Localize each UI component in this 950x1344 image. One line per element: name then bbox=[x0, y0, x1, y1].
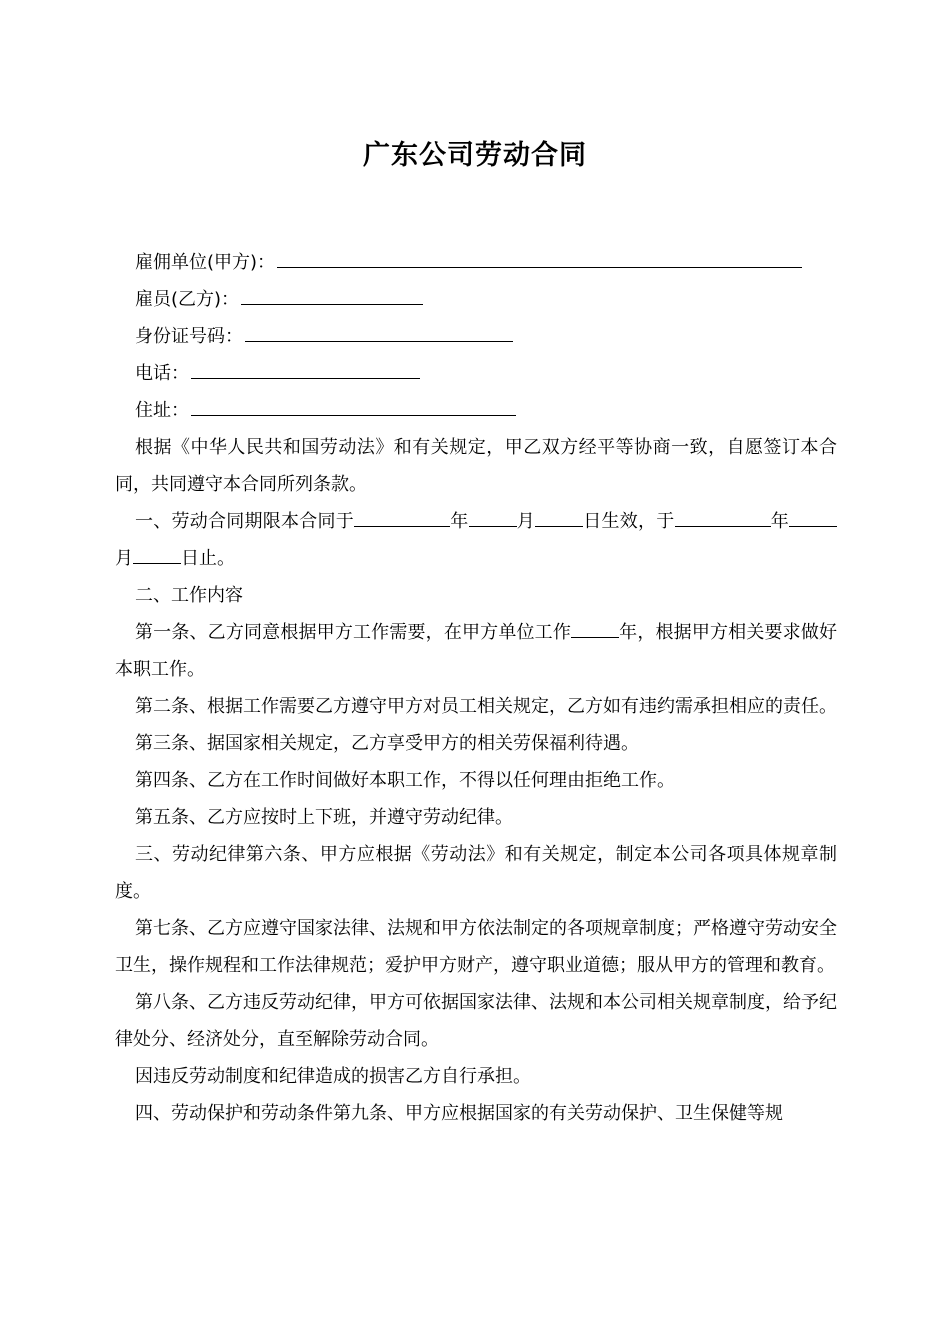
article-7: 第七条、乙方应遵守国家法律、法规和甲方依法制定的各项规章制度；严格遵守劳动安全卫生，操作规程和工作法律规范；爱护甲方财产，遵守职业道德；服从甲方的管理和教育。 bbox=[115, 918, 837, 976]
phone-field bbox=[115, 355, 837, 392]
address-label: 住址： bbox=[135, 400, 189, 421]
term-day1: 日生效，于 bbox=[583, 511, 675, 532]
document-title: 广东公司劳动合同 bbox=[363, 140, 587, 171]
term-year2: 年 bbox=[770, 511, 789, 532]
end-day-blank[interactable] bbox=[133, 545, 181, 564]
section-3-paragraph: 三、劳动纪律第六条、甲方应根据《劳动法》和有关规定，制定本公司各项具体规章制度。 bbox=[115, 844, 837, 902]
article-5: 第五条、乙方应按时上下班，并遵守劳动纪律。 bbox=[135, 807, 513, 828]
employer-label: 雇佣单位(甲方)： bbox=[135, 252, 276, 273]
term-month2: 月 bbox=[115, 548, 133, 569]
term-month1: 月 bbox=[516, 511, 535, 532]
term-paragraph bbox=[115, 503, 837, 577]
phone-label: 电话： bbox=[135, 363, 189, 384]
article-2: 第二条、根据工作需要乙方遵守甲方对员工相关规定，乙方如有违约需承担相应的责任。 bbox=[135, 696, 837, 717]
article-1 bbox=[115, 614, 837, 688]
section-4-paragraph: 四、劳动保护和劳动条件第九条、甲方应根据国家的有关劳动保护、卫生保健等规 bbox=[135, 1103, 783, 1124]
id-number-label: 身份证号码： bbox=[135, 326, 243, 347]
employee-blank[interactable] bbox=[241, 282, 423, 305]
article-8: 第八条、乙方违反劳动纪律，甲方可依据国家法律、法规和本公司相关规章制度，给予纪律处分、经济处分，直至解除劳动合同。 bbox=[115, 992, 837, 1050]
employee-label: 雇员(乙方)： bbox=[135, 289, 240, 310]
article-3: 第三条、据国家相关规定，乙方享受甲方的相关劳保福利待遇。 bbox=[135, 733, 639, 754]
start-month-blank[interactable] bbox=[469, 508, 517, 527]
end-month-blank[interactable] bbox=[789, 508, 837, 527]
end-year-blank[interactable] bbox=[675, 508, 771, 527]
phone-blank[interactable] bbox=[191, 356, 420, 379]
id-number-field bbox=[115, 318, 837, 355]
article-1-prefix: 第一条、乙方同意根据甲方工作需要，在甲方单位工作 bbox=[135, 622, 571, 643]
term-day2: 日止。 bbox=[181, 548, 235, 569]
term-prefix: 一、劳动合同期限本合同于 bbox=[135, 511, 354, 532]
work-years-blank[interactable] bbox=[571, 619, 619, 638]
article-4: 第四条、乙方在工作时间做好本职工作，不得以任何理由拒绝工作。 bbox=[135, 770, 675, 791]
article-1-suffix: 年，根据甲方相关要求做好本职工作。 bbox=[115, 622, 837, 680]
address-field bbox=[115, 392, 837, 429]
employer-field bbox=[115, 244, 837, 281]
document-body bbox=[115, 244, 837, 1132]
article-8-note: 因违反劳动制度和纪律造成的损害乙方自行承担。 bbox=[135, 1066, 531, 1087]
id-number-blank[interactable] bbox=[245, 319, 513, 342]
employee-field bbox=[115, 281, 837, 318]
employer-blank[interactable] bbox=[277, 245, 802, 268]
address-blank[interactable] bbox=[191, 393, 516, 416]
section-2-heading: 二、工作内容 bbox=[135, 585, 243, 606]
intro-paragraph: 根据《中华人民共和国劳动法》和有关规定，甲乙双方经平等协商一致，自愿签订本合同，共同遵守本合同所列条款。 bbox=[115, 437, 837, 495]
start-day-blank[interactable] bbox=[535, 508, 583, 527]
start-year-blank[interactable] bbox=[354, 508, 450, 527]
term-year1: 年 bbox=[450, 511, 469, 532]
